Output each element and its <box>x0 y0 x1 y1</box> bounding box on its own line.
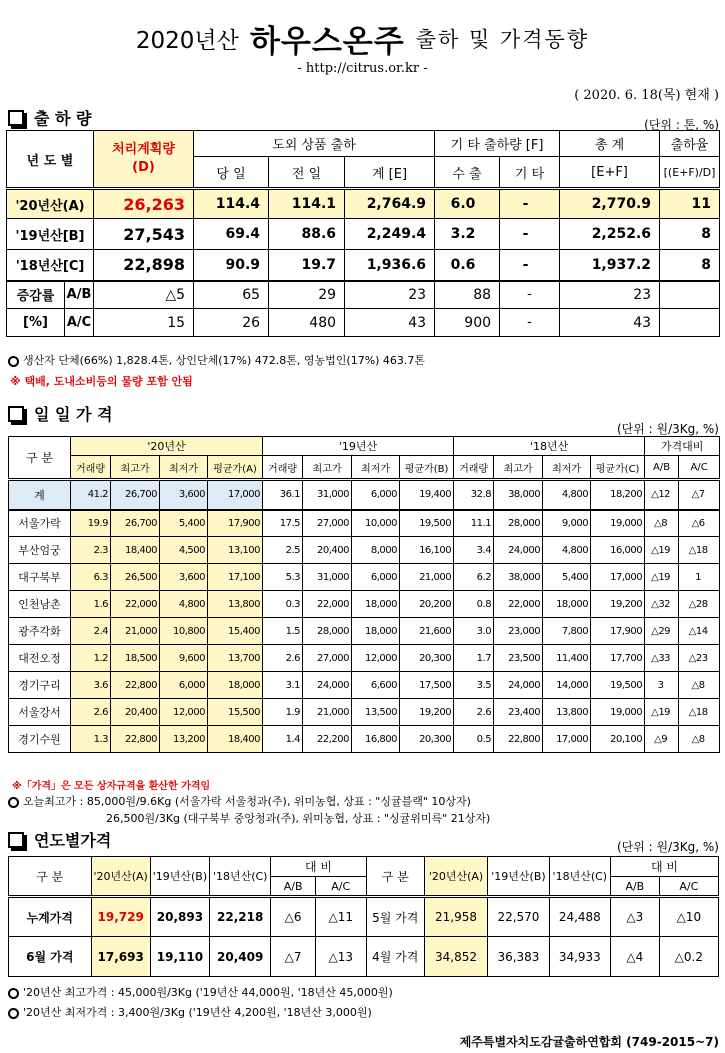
daily-price-cell: △18 <box>679 537 720 564</box>
daily-price-cell: 31,000 <box>303 564 352 591</box>
daily-price-cell: 6,600 <box>352 672 400 699</box>
daily-price-cell: 20,300 <box>400 726 454 753</box>
daily-price-cell: 18,400 <box>208 726 263 753</box>
daily-market-name: 인천남촌 <box>9 591 71 618</box>
daily-price-cell: 28,000 <box>494 510 543 537</box>
daily-price-cell: 3,600 <box>160 564 208 591</box>
daily-price-cell: 19.9 <box>71 510 111 537</box>
daily-price-cell: 20,100 <box>591 726 645 753</box>
daily-subheader-cell: 최저가 <box>543 456 591 480</box>
daily-price-cell: 18,500 <box>111 645 160 672</box>
daily-price-cell: 0.3 <box>263 591 303 618</box>
yearly-unit: (단위 : 원/3Kg, %) <box>616 840 719 854</box>
daily-price-cell: △29 <box>645 618 679 645</box>
shipment-unit: (단위 : 톤, %) <box>644 118 719 132</box>
daily-price-cell: 26,700 <box>111 510 160 537</box>
daily-header-y19: '19년산 <box>263 437 454 456</box>
daily-price-cell: 19,200 <box>591 591 645 618</box>
daily-price-cell: 17,100 <box>208 564 263 591</box>
title-main: 하우스온주 <box>249 24 405 60</box>
daily-price-cell: 22,000 <box>303 591 352 618</box>
checkbox-square-icon <box>8 832 24 848</box>
daily-price-cell: 32.8 <box>454 480 494 510</box>
yearly-price-table: 구 분 '20년산(A) '19년산(B) '18년산(C) 대 비 구 분 '20년산(A) '19년산(B) '18년산(C) 대 비 A/B A/C A/B A/C 누계가격 19,729 20,893 22,218 △6 △11 5월 가격 21,958 22,570 24,488 △3 △10 6월 가격 17,693 19,110 20,409 △7 △13 4월 가격 34,852 36,383 34,933 △4 △0.2 <box>8 856 719 977</box>
daily-price-cell: 6,000 <box>352 480 400 510</box>
daily-price-cell: 3.5 <box>454 672 494 699</box>
daily-price-cell: 1 <box>679 564 720 591</box>
yearly-note-max: '20년산 최고가격 : 45,000원/3Kg ('19년산 44,000원, '18년산 45,000원) <box>8 984 393 1000</box>
daily-price-cell: 22,800 <box>111 672 160 699</box>
checkbox-square-icon <box>8 406 24 422</box>
daily-subheader-cell: 최저가 <box>352 456 400 480</box>
daily-price-cell: △18 <box>679 699 720 726</box>
table-row: '18년산[C] 22,898 90.9 19.7 1,936.6 0.6 - 1,937.2 8 <box>7 250 720 281</box>
daily-price-cell: 4,800 <box>160 591 208 618</box>
daily-price-cell: 27,000 <box>303 510 352 537</box>
daily-price-cell: 20,400 <box>303 537 352 564</box>
daily-price-cell: 16,800 <box>352 726 400 753</box>
daily-section-title: 일 일 가 격 <box>4 402 113 425</box>
yearly-note-min: '20년산 최저가격 : 3,400원/3Kg ('19년산 4,200원, '18년산 3,000원) <box>8 1004 372 1020</box>
daily-price-cell: 19,000 <box>591 510 645 537</box>
daily-price-cell: 13,200 <box>160 726 208 753</box>
daily-price-cell: 18,200 <box>591 480 645 510</box>
daily-subheader-cell: 거래량 <box>263 456 303 480</box>
header-total: 계 [E] <box>345 157 435 189</box>
daily-price-cell: 7,800 <box>543 618 591 645</box>
daily-subheader-cell: 최고가 <box>303 456 352 480</box>
daily-price-cell: 17,500 <box>400 672 454 699</box>
daily-header-y18: '18년산 <box>454 437 645 456</box>
daily-price-cell: 0.5 <box>454 726 494 753</box>
daily-price-cell: 0.8 <box>454 591 494 618</box>
table-row: [%] A/C 15 26 480 43 900 - 43 <box>7 309 720 337</box>
table-row <box>9 591 720 618</box>
daily-price-cell: 27,000 <box>303 645 352 672</box>
daily-price-cell: 24,000 <box>494 537 543 564</box>
daily-price-cell: 3.1 <box>263 672 303 699</box>
daily-price-cell: 22,800 <box>494 726 543 753</box>
shipment-table <box>6 130 720 337</box>
daily-price-cell: 2.6 <box>263 645 303 672</box>
header-ratio-sub: [(E+F)/D] <box>660 157 720 189</box>
daily-note-top-price: 오늘최고가 : 85,000원/9.6Kg (서울가락 서울청과(주), 위미농협, 상표 : "싱귤블랙" 10상자) <box>8 793 471 809</box>
hollow-circle-icon <box>8 1008 19 1019</box>
daily-price-cell: △19 <box>645 699 679 726</box>
daily-price-cell: 20,300 <box>400 645 454 672</box>
daily-price-cell: 20,400 <box>111 699 160 726</box>
daily-price-cell: 3,600 <box>160 480 208 510</box>
daily-price-cell: 15,400 <box>208 618 263 645</box>
daily-subheader-cell: A/B <box>645 456 679 480</box>
header-year: 년 도 별 <box>7 131 94 189</box>
daily-price-cell: 6.3 <box>71 564 111 591</box>
daily-price-cell: 21,000 <box>400 564 454 591</box>
daily-price-cell: 19,200 <box>400 699 454 726</box>
daily-price-cell: 9,000 <box>543 510 591 537</box>
daily-price-cell: 6.2 <box>454 564 494 591</box>
shipment-section-title: 출 하 량 <box>4 106 92 129</box>
header-ratio: 출하율 <box>660 131 720 157</box>
daily-subheader-cell: 평균가(B) <box>400 456 454 480</box>
daily-market-name: 서울가락 <box>9 510 71 537</box>
daily-price-cell: 22,000 <box>494 591 543 618</box>
daily-price-cell: 20,200 <box>400 591 454 618</box>
daily-price-cell: 13,500 <box>352 699 400 726</box>
daily-price-cell: 10,000 <box>352 510 400 537</box>
daily-price-cell: 22,000 <box>111 591 160 618</box>
daily-price-cell: 17,900 <box>591 618 645 645</box>
daily-price-cell: 4,800 <box>543 537 591 564</box>
daily-price-cell: 21,000 <box>111 618 160 645</box>
daily-price-cell: 18,400 <box>111 537 160 564</box>
daily-price-cell: 38,000 <box>494 564 543 591</box>
header-export: 수 출 <box>435 157 500 189</box>
daily-price-cell: 23,400 <box>494 699 543 726</box>
daily-price-cell: 21,600 <box>400 618 454 645</box>
header-domestic: 도외 상품 출하 <box>194 131 435 157</box>
daily-market-name: 대전오정 <box>9 645 71 672</box>
daily-price-cell: 18,000 <box>352 618 400 645</box>
daily-price-cell: 13,100 <box>208 537 263 564</box>
daily-price-cell: 17,700 <box>591 645 645 672</box>
header-grand-sub: [E+F] <box>560 157 660 189</box>
daily-price-cell: △32 <box>645 591 679 618</box>
daily-price-cell: 8,000 <box>352 537 400 564</box>
daily-price-cell: △9 <box>645 726 679 753</box>
daily-price-cell: 18,000 <box>352 591 400 618</box>
daily-price-cell: 36.1 <box>263 480 303 510</box>
daily-price-cell: 11.1 <box>454 510 494 537</box>
daily-subheader-cell: A/C <box>679 456 720 480</box>
daily-price-cell: 12,000 <box>160 699 208 726</box>
daily-market-name: 경기수원 <box>9 726 71 753</box>
daily-price-cell: 4,500 <box>160 537 208 564</box>
daily-price-cell: 17,000 <box>208 480 263 510</box>
daily-price-cell: 2.4 <box>71 618 111 645</box>
daily-price-cell: 13,700 <box>208 645 263 672</box>
daily-market-name: 서울강서 <box>9 699 71 726</box>
daily-price-cell: 2.3 <box>71 537 111 564</box>
daily-price-cell: 1.7 <box>454 645 494 672</box>
daily-price-cell: 5.3 <box>263 564 303 591</box>
daily-price-cell: 17,000 <box>543 726 591 753</box>
site-url[interactable]: - http://citrus.or.kr - <box>297 61 428 76</box>
daily-price-cell: △33 <box>645 645 679 672</box>
daily-price-cell: 22,800 <box>111 726 160 753</box>
yearly-section-title: 연도별가격 <box>4 828 111 851</box>
daily-price-cell: 6,000 <box>352 564 400 591</box>
daily-subheader-cell: 최고가 <box>494 456 543 480</box>
header-plan: 처리계획량 (D) <box>94 131 194 189</box>
header-grand: 총 계 <box>560 131 660 157</box>
daily-market-name: 경기구리 <box>9 672 71 699</box>
daily-price-table <box>8 436 720 753</box>
daily-price-cell: 19,500 <box>591 672 645 699</box>
daily-price-cell: △8 <box>679 726 720 753</box>
daily-price-cell: 1.5 <box>263 618 303 645</box>
table-row <box>9 537 720 564</box>
daily-price-cell: 5,400 <box>160 510 208 537</box>
daily-market-name: 부산엄궁 <box>9 537 71 564</box>
table-row <box>9 699 720 726</box>
daily-price-cell: 17,900 <box>208 510 263 537</box>
table-row <box>9 618 720 645</box>
title-suffix: 출하 및 가격동향 <box>415 27 590 52</box>
table-row: '20년산(A) 26,263 114.4 114.1 2,764.9 6.0 - 2,770.9 11 <box>7 189 720 219</box>
footer-organization: 제주특별자치도감귤출하연합회 (749-2015~7) <box>459 1035 719 1049</box>
daily-price-cell: △19 <box>645 564 679 591</box>
change-label-pct: [%] <box>7 309 65 337</box>
daily-price-cell: 13,800 <box>208 591 263 618</box>
daily-price-cell: 19,500 <box>400 510 454 537</box>
daily-subheader-cell: 최저가 <box>160 456 208 480</box>
table-row: 누계가격 19,729 20,893 22,218 △6 △11 5월 가격 21,958 22,570 24,488 △3 △10 <box>9 897 719 937</box>
page-title <box>0 16 725 61</box>
daily-price-cell: 1.3 <box>71 726 111 753</box>
daily-subheader-cell: 평균가(A) <box>208 456 263 480</box>
daily-price-cell: 24,000 <box>303 672 352 699</box>
daily-price-cell: 9,600 <box>160 645 208 672</box>
daily-header-group: 구 분 <box>9 437 71 480</box>
daily-price-cell: 4,800 <box>543 480 591 510</box>
daily-header-compare: 가격대비 <box>645 437 720 456</box>
header-prev: 전 일 <box>269 157 345 189</box>
checkbox-square-icon <box>8 110 24 126</box>
daily-subheader-cell: 거래량 <box>71 456 111 480</box>
daily-price-cell: 6,000 <box>160 672 208 699</box>
daily-price-cell: 1.4 <box>263 726 303 753</box>
daily-note-price: ※「가격」은 모든 상자규격을 환산한 가격임 <box>12 781 211 792</box>
daily-price-cell: 18,000 <box>208 672 263 699</box>
daily-price-cell: 14,000 <box>543 672 591 699</box>
daily-subheader-row <box>9 456 720 480</box>
daily-price-cell: △8 <box>679 672 720 699</box>
daily-market-name: 대구북부 <box>9 564 71 591</box>
daily-price-cell: △14 <box>679 618 720 645</box>
daily-price-cell: 24,000 <box>494 672 543 699</box>
daily-price-cell: 1.2 <box>71 645 111 672</box>
header-today: 당 일 <box>194 157 269 189</box>
change-label: 증감률 <box>7 281 65 309</box>
daily-subheader-cell: 거래량 <box>454 456 494 480</box>
table-row: 6월 가격 17,693 19,110 20,409 △7 △13 4월 가격 34,852 36,383 34,933 △4 △0.2 <box>9 937 719 977</box>
daily-price-cell: 38,000 <box>494 480 543 510</box>
daily-unit: (단위 : 원/3Kg, %) <box>616 422 719 436</box>
daily-price-cell: 17.5 <box>263 510 303 537</box>
daily-price-cell: 23,500 <box>494 645 543 672</box>
daily-price-cell: 12,000 <box>352 645 400 672</box>
table-row <box>9 672 720 699</box>
daily-price-cell: 22,200 <box>303 726 352 753</box>
daily-price-cell: 19,400 <box>400 480 454 510</box>
daily-price-cell: △6 <box>679 510 720 537</box>
daily-price-cell: 26,700 <box>111 480 160 510</box>
header-etc: 기 타 <box>500 157 560 189</box>
daily-market-name: 광주각화 <box>9 618 71 645</box>
daily-price-cell: 2.6 <box>71 699 111 726</box>
daily-price-cell: △12 <box>645 480 679 510</box>
daily-price-cell: 5,400 <box>543 564 591 591</box>
title-prefix: 2020년산 <box>135 28 239 54</box>
table-row: 증감률 A/B △5 65 29 23 88 - 23 <box>7 281 720 309</box>
daily-price-cell: 3.4 <box>454 537 494 564</box>
daily-price-cell: 23,000 <box>494 618 543 645</box>
daily-price-cell: 3.0 <box>454 618 494 645</box>
daily-price-cell: 11,400 <box>543 645 591 672</box>
daily-price-cell: 16,100 <box>400 537 454 564</box>
daily-price-cell: 1.6 <box>71 591 111 618</box>
daily-price-cell: 26,500 <box>111 564 160 591</box>
daily-price-cell: 2.5 <box>263 537 303 564</box>
daily-price-cell: △8 <box>645 510 679 537</box>
hollow-circle-icon <box>8 797 19 808</box>
daily-price-cell: △23 <box>679 645 720 672</box>
daily-price-cell: 13,800 <box>543 699 591 726</box>
daily-price-cell: 21,000 <box>303 699 352 726</box>
daily-price-cell: 19,000 <box>591 699 645 726</box>
shipment-note-excluded: ※ 택배, 도내소비등의 물량 포함 안됨 <box>10 375 193 388</box>
table-row <box>9 645 720 672</box>
table-row <box>9 510 720 537</box>
daily-header-y20: '20년산 <box>71 437 263 456</box>
daily-price-cell: 10,800 <box>160 618 208 645</box>
daily-price-cell: 28,000 <box>303 618 352 645</box>
daily-price-cell: 15,500 <box>208 699 263 726</box>
daily-price-cell: 3 <box>645 672 679 699</box>
daily-price-cell: 2.6 <box>454 699 494 726</box>
table-row <box>9 480 720 510</box>
daily-subheader-cell: 최고가 <box>111 456 160 480</box>
report-date: ( 2020. 6. 18(목) 현재 ) <box>574 88 719 103</box>
hollow-circle-icon <box>8 356 19 367</box>
daily-price-cell: 31,000 <box>303 480 352 510</box>
daily-price-cell: △7 <box>679 480 720 510</box>
table-row <box>9 726 720 753</box>
daily-price-cell: △28 <box>679 591 720 618</box>
daily-price-cell: 1.9 <box>263 699 303 726</box>
daily-price-cell: 18,000 <box>543 591 591 618</box>
daily-price-cell: 16,000 <box>591 537 645 564</box>
daily-price-cell: 17,000 <box>591 564 645 591</box>
shipment-note-producers: 생산자 단체(66%) 1,828.4톤, 상인단체(17%) 472.8톤, 영농법인(17%) 463.7톤 <box>8 352 425 368</box>
daily-price-cell: 3.6 <box>71 672 111 699</box>
table-row <box>9 564 720 591</box>
daily-price-cell: △19 <box>645 537 679 564</box>
header-other: 기 타 출하량 [F] <box>435 131 560 157</box>
table-row: '19년산[B] 27,543 69.4 88.6 2,249.4 3.2 - 2,252.6 8 <box>7 219 720 250</box>
hollow-circle-icon <box>8 988 19 999</box>
daily-price-cell: 41.2 <box>71 480 111 510</box>
daily-market-name: 계 <box>9 480 71 510</box>
daily-subheader-cell: 평균가(C) <box>591 456 645 480</box>
daily-note-top-price-2: 26,500원/3Kg (대구북부 중앙청과(주), 위미농협, 상표 : "싱귤위미륵" 21상자) <box>106 812 491 825</box>
